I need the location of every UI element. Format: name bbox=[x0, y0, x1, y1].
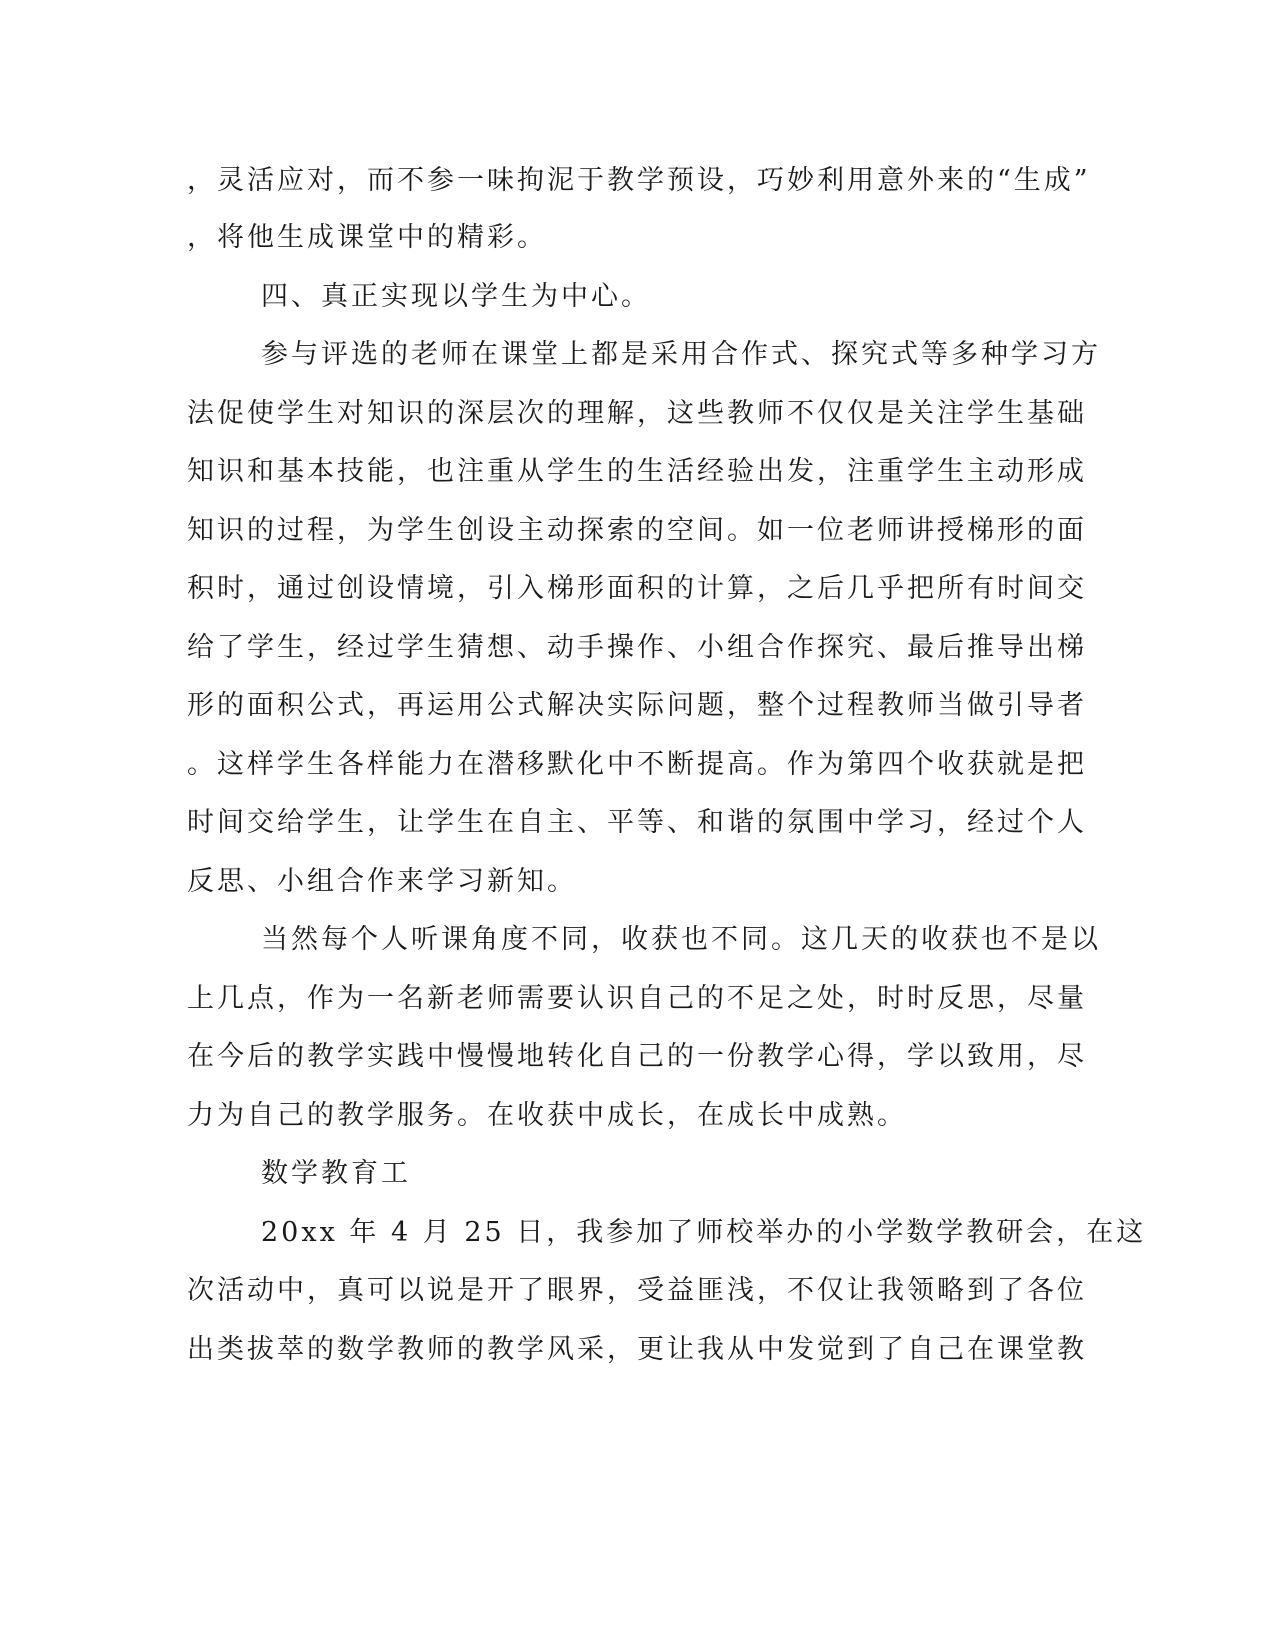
text-line-6: 知识和基本技能，也注重从学生的生活经验出发，注重学生主动形成 bbox=[187, 456, 1087, 487]
text-line-2: ，将他生成课堂中的精彩。 bbox=[187, 222, 547, 253]
text-line-17: 力为自己的教学服务。在收获中成长，在成长中成熟。 bbox=[187, 1100, 907, 1131]
text-line-16: 在今后的教学实践中慢慢地转化自己的一份教学心得，学以致用，尽 bbox=[187, 1041, 1087, 1072]
text-line-13: 反思、小组合作来学习新知。 bbox=[187, 866, 577, 897]
text-line-8: 积时，通过创设情境，引入梯形面积的计算，之后几乎把所有时间交 bbox=[187, 573, 1087, 604]
section-title: 数学教育工 bbox=[261, 1158, 411, 1189]
text-line-20: 次活动中，真可以说是开了眼界，受益匪浅，不仅让我领略到了各位 bbox=[187, 1275, 1087, 1306]
text-line-12: 时间交给学生，让学生在自主、平等、和谐的氛围中学习，经过个人 bbox=[187, 807, 1087, 838]
text-line-14: 当然每个人听课角度不同，收获也不同。这几天的收获也不是以 bbox=[261, 924, 1101, 955]
text-line-21: 出类拔萃的数学教师的教学风采，更让我从中发觉到了自己在课堂教 bbox=[187, 1334, 1087, 1365]
text-line-7: 知识的过程，为学生创设主动探索的空间。如一位老师讲授梯形的面 bbox=[187, 515, 1087, 546]
text-line-9: 给了学生，经过学生猜想、动手操作、小组合作探究、最后推导出梯 bbox=[187, 632, 1087, 663]
text-line-11: 。这样学生各样能力在潜移默化中不断提高。作为第四个收获就是把 bbox=[187, 749, 1087, 780]
text-line-1: ，灵活应对，而不参一味拘泥于教学预设，巧妙利用意外来的“生成” bbox=[187, 165, 1091, 196]
text-line-4: 参与评选的老师在课堂上都是采用合作式、探究式等多种学习方 bbox=[261, 339, 1101, 370]
text-line-10: 形的面积公式，再运用公式解决实际问题，整个过程教师当做引导者 bbox=[187, 690, 1087, 721]
text-line-15: 上几点，作为一名新老师需要认识自己的不足之处，时时反思，尽量 bbox=[187, 983, 1087, 1014]
section-heading: 四、真正实现以学生为中心。 bbox=[261, 281, 651, 312]
text-line-19: 20xx 年 4 月 25 日，我参加了师校举办的小学数学教研会，在这 bbox=[261, 1217, 1147, 1248]
text-line-5: 法促使学生对知识的深层次的理解，这些教师不仅仅是关注学生基础 bbox=[187, 398, 1087, 429]
